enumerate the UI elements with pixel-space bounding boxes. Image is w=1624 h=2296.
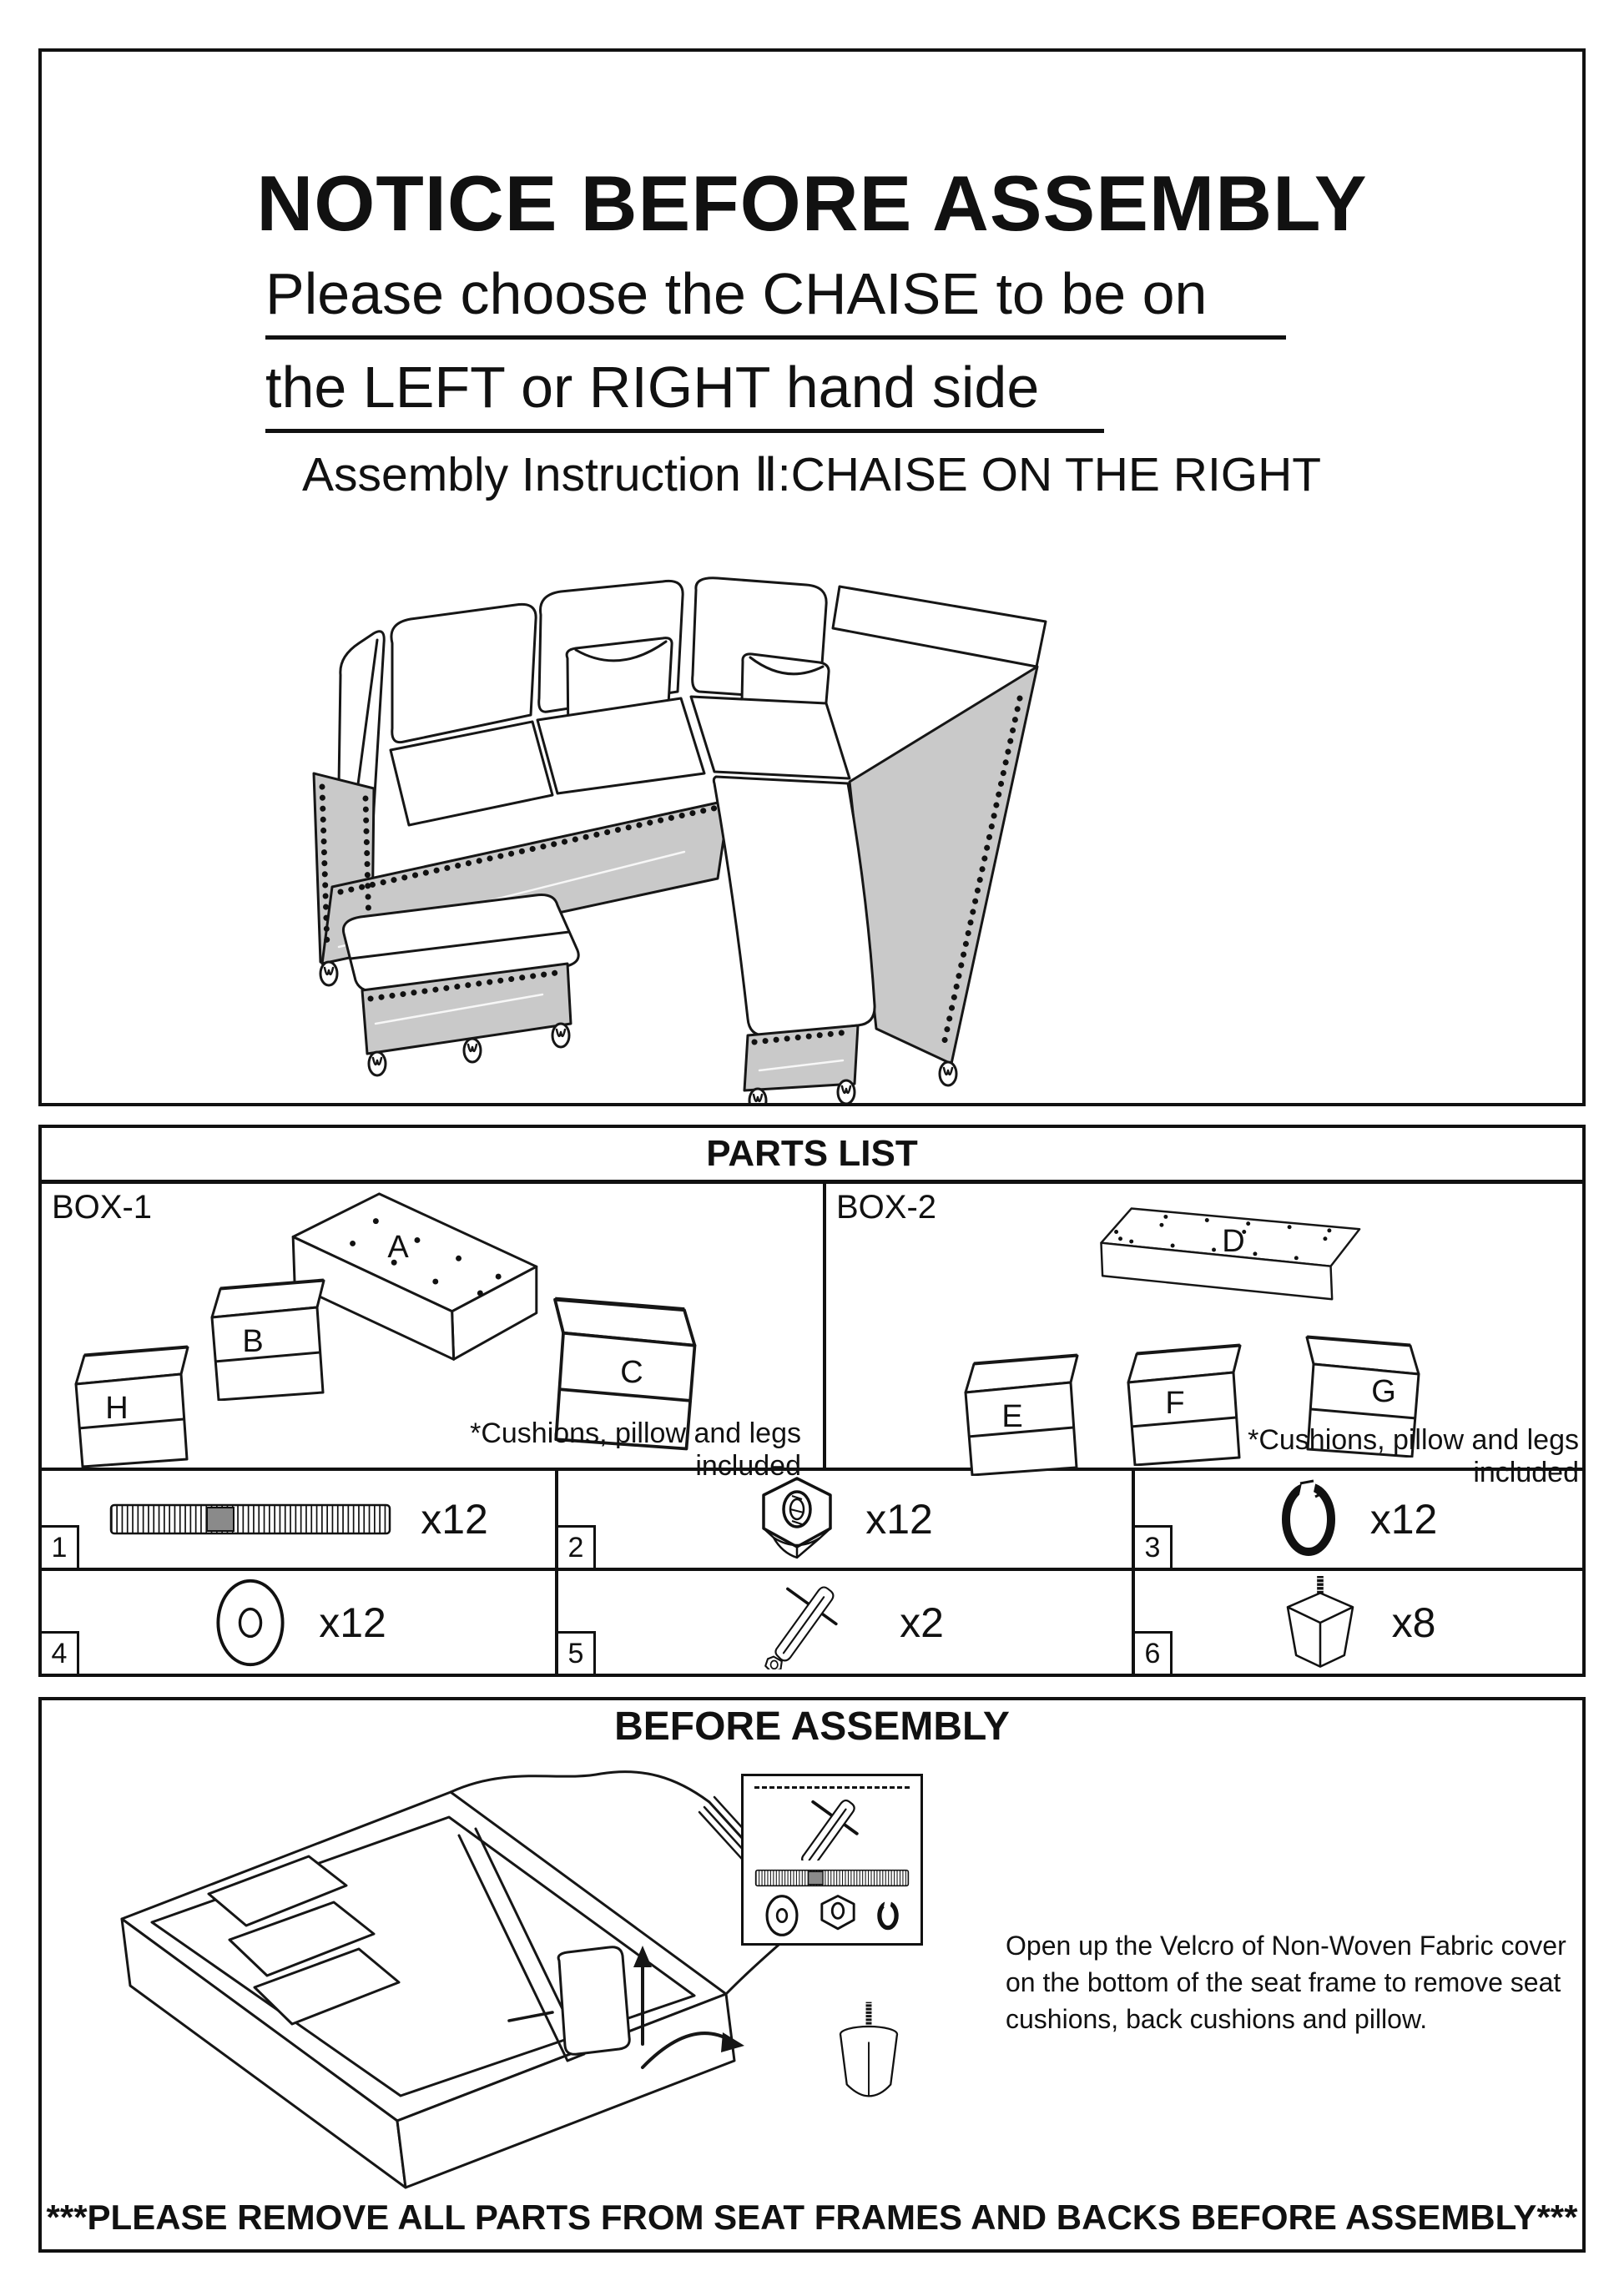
notice-section (38, 48, 1586, 1106)
flat-washer-icon (764, 1894, 800, 1937)
before-assembly-section (38, 1697, 1586, 2253)
page-title: NOTICE BEFORE ASSEMBLY (256, 159, 1368, 247)
hardware-item-2 (558, 1471, 1135, 1568)
leg-icon (830, 1998, 907, 2100)
item-number-badge: 4 (42, 1631, 79, 1674)
quantity-label: x8 (1391, 1599, 1436, 1646)
ottoman (343, 895, 578, 1055)
quantity-label: x12 (319, 1599, 386, 1646)
spring-washer-icon (875, 1899, 900, 1932)
part-label-a: A (387, 1230, 409, 1265)
bolt-icon (754, 1866, 910, 1891)
item-number-badge: 3 (1135, 1525, 1173, 1568)
hardware-item-4 (42, 1571, 558, 1674)
subtitle-line-2: the LEFT or RIGHT hand side (265, 354, 1104, 433)
hex-nut-icon (819, 1895, 857, 1936)
leg-illustration (830, 1998, 907, 2100)
box1-note: *Cushions, pillow and legs included (470, 1417, 801, 1482)
panel-divider (823, 1184, 826, 1468)
hardware-item-3 (1135, 1471, 1577, 1568)
quantity-label: x2 (900, 1599, 944, 1646)
corner-seat-cushion (691, 697, 850, 778)
part-label-d: D (1222, 1224, 1245, 1259)
item-number-badge: 6 (1135, 1631, 1173, 1674)
hex-nut-icon (757, 1476, 837, 1563)
right-side-panel (850, 667, 1037, 1064)
velcro-note: Open up the Velcro of Non-Woven Fabric cover on the bottom of the seat frame to remove seat cushions, back cushions and pillow. (1006, 1931, 1566, 2035)
item-number-badge: 1 (42, 1525, 79, 1568)
parts-list-title: PARTS LIST (42, 1128, 1582, 1184)
hardware-callout-box (741, 1774, 923, 1946)
box1-label: BOX-1 (52, 1189, 153, 1226)
subtitle-line-1: Please choose the CHAISE to be on (265, 260, 1286, 340)
flat-washer-icon (210, 1576, 290, 1669)
seat-cushion (537, 698, 704, 793)
part-label-h: H (105, 1391, 129, 1426)
quantity-label: x12 (421, 1496, 488, 1543)
wrench-icon (789, 1789, 875, 1860)
right-arm (833, 587, 1046, 667)
part-label-c: C (620, 1355, 643, 1390)
hardware-item-1 (42, 1471, 558, 1568)
part-label-e: E (1001, 1399, 1023, 1434)
hardware-row-1 (42, 1471, 1582, 1571)
parts-list-section (38, 1125, 1586, 1677)
item-number-badge: 2 (558, 1525, 596, 1568)
hardware-row-2 (42, 1571, 1582, 1674)
part-label-g: G (1371, 1374, 1396, 1409)
item-number-badge: 5 (558, 1631, 596, 1674)
wrench-icon (746, 1576, 871, 1669)
stored-pillow (558, 1947, 629, 2055)
chaise-seat-cushion (714, 777, 875, 1035)
sofa-illustration (292, 573, 1085, 1103)
leg-icon (1277, 1576, 1364, 1669)
small-hardware-icons (764, 1894, 900, 1937)
quantity-label: x12 (865, 1496, 933, 1543)
part-label-f: F (1165, 1386, 1185, 1421)
box2-note: *Cushions, pillow and legs included (1248, 1424, 1579, 1488)
bolt-icon (108, 1498, 392, 1541)
parts-panels (42, 1184, 1582, 1488)
back-cushion (391, 604, 536, 742)
part-label-b: B (242, 1324, 264, 1359)
warning-text: ***PLEASE REMOVE ALL PARTS FROM SEAT FRAMES AND BACKS BEFORE ASSEMBLY*** (46, 2198, 1578, 2237)
instruction-variant-line: Assembly Instruction Ⅱ:CHAISE ON THE RIGHT (302, 448, 1322, 501)
hardware-item-5 (558, 1571, 1135, 1674)
before-assembly-title: BEFORE ASSEMBLY (614, 1704, 1010, 1749)
quantity-label: x12 (1369, 1496, 1438, 1543)
part-b-drawing (207, 1276, 340, 1401)
part-h-drawing (71, 1342, 204, 1468)
box2-label: BOX-2 (836, 1189, 937, 1226)
spring-washer-icon (1275, 1478, 1342, 1560)
hardware-item-6 (1135, 1571, 1577, 1674)
